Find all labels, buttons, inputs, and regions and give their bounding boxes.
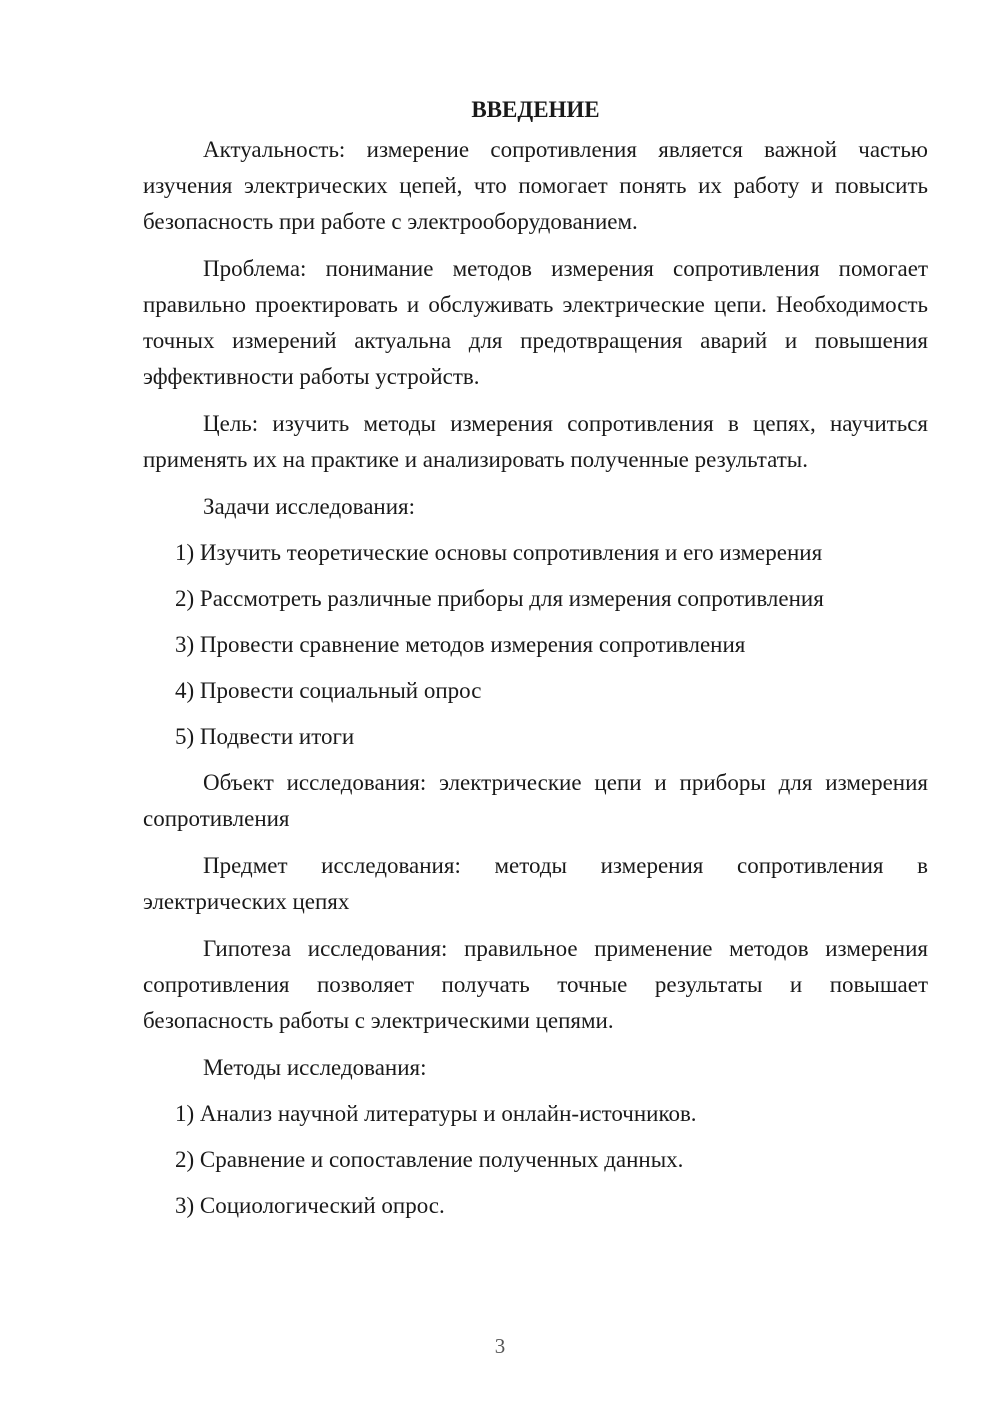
tasks-heading: Задачи исследования: (203, 494, 416, 519)
goal-paragraph: Цель: изучить методы измерения сопротивления в цепях, научиться применять их на практике и анализировать полученные результаты. (143, 411, 928, 472)
task-item: 5) Подвести итоги (175, 724, 355, 749)
task-item: 2) Рассмотреть различные приборы для измерения сопротивления (175, 586, 824, 611)
hypothesis-paragraph: Гипотеза исследования: правильное применение методов измерения сопротивления позволяет получать точные результаты и повышает безопасность работы с электрическими цепями. (143, 936, 928, 1033)
problem-paragraph: Проблема: понимание методов измерения сопротивления помогает правильно проектировать и обслуживать электрические цепи. Необходимость точных измерений актуальна для предотвращения аварий и повышения эффективности работы устройств. (143, 256, 928, 389)
task-item: 1) Изучить теоретические основы сопротивления и его измерения (175, 540, 823, 565)
page-content (143, 92, 928, 1234)
method-item: 2) Сравнение и сопоставление полученных данных. (175, 1147, 684, 1172)
task-item: 3) Провести сравнение методов измерения сопротивления (175, 632, 746, 657)
section-title: ВВЕДЕНИЕ (471, 97, 600, 122)
task-item: 4) Провести социальный опрос (175, 678, 482, 703)
object-paragraph: Объект исследования: электрические цепи и приборы для измерения сопротивления (143, 770, 928, 831)
relevance-paragraph: Актуальность: измерение сопротивления является важной частью изучения электрических цепей, что помогает понять их работу и повысить безопасность при работе с электрооборудованием. (143, 137, 928, 234)
subject-paragraph: Предмет исследования: методы измерения сопротивления в электрических цепях (143, 853, 928, 914)
method-item: 3) Социологический опрос. (175, 1193, 445, 1218)
methods-heading: Методы исследования: (203, 1055, 427, 1080)
page-number: 3 (494, 1334, 506, 1358)
method-item: 1) Анализ научной литературы и онлайн-источников. (175, 1101, 697, 1126)
